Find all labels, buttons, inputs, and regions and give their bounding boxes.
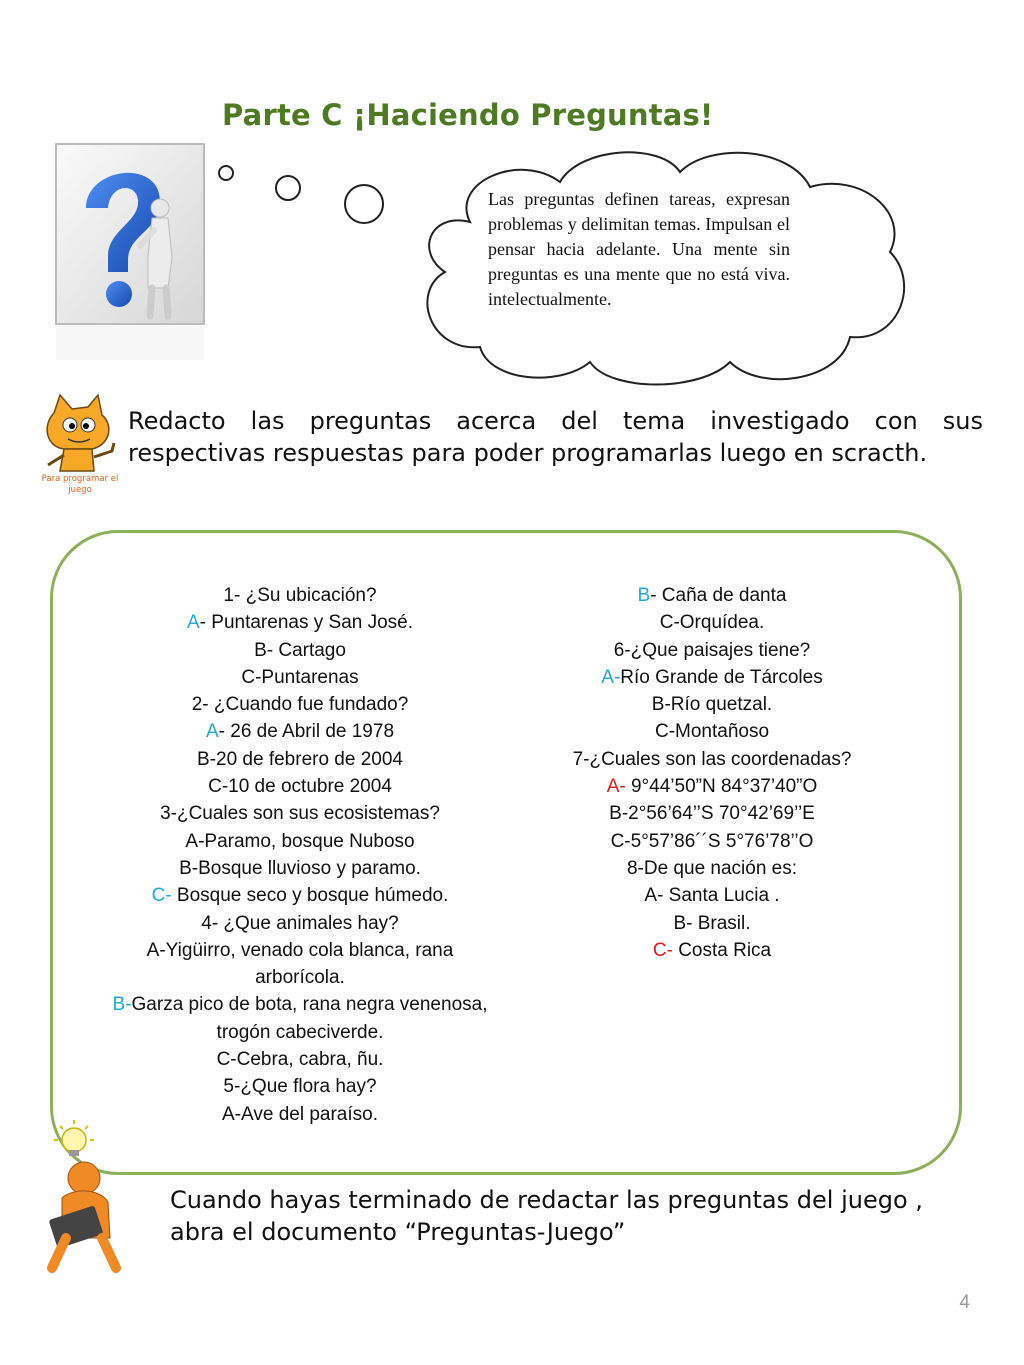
qa-text: - 26 de Abril de 1978 xyxy=(218,721,395,743)
qa-line xyxy=(512,746,912,773)
answer-prefix: C- xyxy=(151,885,172,907)
thought-bubbles xyxy=(214,160,394,230)
cloud-quote: Las preguntas definen tareas, expresan problemas y delimitan temas. Impulsan el pensar hacia adelante. Una mente sin preguntas es una mente que no está viva. intelectualmente. xyxy=(488,189,790,309)
qa-line xyxy=(512,937,912,964)
answer-prefix: B- xyxy=(112,994,132,1016)
qa-line xyxy=(100,937,500,964)
qa-text: C-5°57’86´´S 5°76’78’’O xyxy=(610,830,814,852)
qa-text: 9°44’50”N 84°37’40”O xyxy=(625,776,818,798)
qa-line xyxy=(100,910,500,937)
qa-line xyxy=(100,1046,500,1073)
answer-prefix: A xyxy=(186,612,200,634)
qa-line xyxy=(100,637,500,664)
qa-text: - Puntarenas y San José. xyxy=(199,612,414,634)
qa-line xyxy=(100,800,500,827)
qa-line xyxy=(100,1101,500,1128)
qa-text: Río Grande de Tárcoles xyxy=(620,666,823,688)
qa-line xyxy=(100,882,500,909)
qa-text: A-Ave del paraíso. xyxy=(222,1103,378,1125)
qa-line xyxy=(512,910,912,937)
qa-text: B-20 de febrero de 2004 xyxy=(197,748,403,770)
instruction-text: Redacto las preguntas acerca del tema investigado con sus respectivas respuestas para poder programarlas luego en scracth. xyxy=(128,407,983,467)
qa-text: C-Puntarenas xyxy=(241,666,359,688)
qa-text: 6-¿Que paisajes tiene? xyxy=(613,639,811,661)
qa-text: C-Cebra, cabra, ñu. xyxy=(216,1049,384,1071)
qa-line xyxy=(512,582,912,609)
answer-prefix: A xyxy=(205,721,219,743)
qa-line xyxy=(100,773,500,800)
qa-text: 3-¿Cuales son sus ecosistemas? xyxy=(160,803,440,825)
qa-text: B-Bosque lluvioso y paramo. xyxy=(179,857,421,879)
questions-right-column xyxy=(512,582,912,964)
qa-line xyxy=(512,718,912,745)
qa-line xyxy=(512,800,912,827)
qa-line xyxy=(512,855,912,882)
qa-line xyxy=(512,664,912,691)
qa-line xyxy=(512,609,912,636)
robot-idea-icon xyxy=(22,1118,142,1273)
qa-line xyxy=(512,882,912,909)
qa-line xyxy=(100,609,500,636)
qa-text: 1- ¿Su ubicación? xyxy=(223,585,377,606)
qa-text: 7-¿Cuales son las coordenadas? xyxy=(572,748,852,770)
qa-line xyxy=(100,718,500,745)
qa-text: C-Montañoso xyxy=(654,721,770,743)
qa-text: 4- ¿Que animales hay? xyxy=(201,912,399,934)
qa-line xyxy=(100,828,500,855)
qa-text: B- Cartago xyxy=(254,639,346,661)
page-number: 4 xyxy=(959,1292,970,1313)
qa-line xyxy=(512,828,912,855)
qa-line xyxy=(100,691,500,718)
questions-left-column xyxy=(100,582,500,1128)
qa-line xyxy=(512,637,912,664)
qa-line xyxy=(100,582,500,609)
qa-line xyxy=(100,991,500,1018)
answer-prefix: C- xyxy=(652,939,673,961)
qa-text: B- Brasil. xyxy=(673,912,751,934)
answer-prefix: B xyxy=(637,585,651,606)
qa-text: C-Orquídea. xyxy=(659,612,765,634)
qa-text: B-Río quetzal. xyxy=(651,694,773,716)
qa-text: B-2°56’64’’S 70°42’69’’E xyxy=(609,803,815,825)
qa-text: 8-De que nación es: xyxy=(626,857,798,879)
qa-text: - Caña de danta xyxy=(650,585,787,606)
qa-text: Costa Rica xyxy=(672,939,772,961)
qa-text: 5-¿Que flora hay? xyxy=(223,1076,377,1098)
qa-line xyxy=(100,664,500,691)
answer-prefix: A- xyxy=(606,776,626,798)
qa-text: trogón cabeciverde. xyxy=(216,1021,384,1043)
qa-line xyxy=(512,691,912,718)
qa-text: arborícola. xyxy=(255,967,345,989)
qa-line xyxy=(100,746,500,773)
final-instruction: Cuando hayas terminado de redactar las preguntas del juego , abra el documento “Preguntas-Juego” xyxy=(170,1186,923,1246)
page-title: Parte C ¡Haciendo Preguntas! xyxy=(222,98,714,132)
qa-text: Garza pico de bota, rana negra venenosa, xyxy=(131,994,488,1016)
qa-line xyxy=(100,964,500,991)
qa-text: Bosque seco y bosque húmedo. xyxy=(171,885,449,907)
qa-line xyxy=(100,1073,500,1100)
qa-text: 2- ¿Cuando fue fundado? xyxy=(191,694,409,716)
qa-text: A-Paramo, bosque Nuboso xyxy=(185,830,415,852)
qa-text: A-Yigüirro, venado cola blanca, rana xyxy=(146,939,454,961)
qa-line xyxy=(512,773,912,800)
answer-prefix: A- xyxy=(601,666,621,688)
qa-text: C-10 de octubre 2004 xyxy=(208,776,392,798)
qa-line xyxy=(100,1019,500,1046)
question-mark-icon xyxy=(48,138,208,363)
qa-text: A- Santa Lucia . xyxy=(644,885,780,907)
qa-line xyxy=(100,855,500,882)
cat-caption: Para programar el juego xyxy=(41,474,119,495)
